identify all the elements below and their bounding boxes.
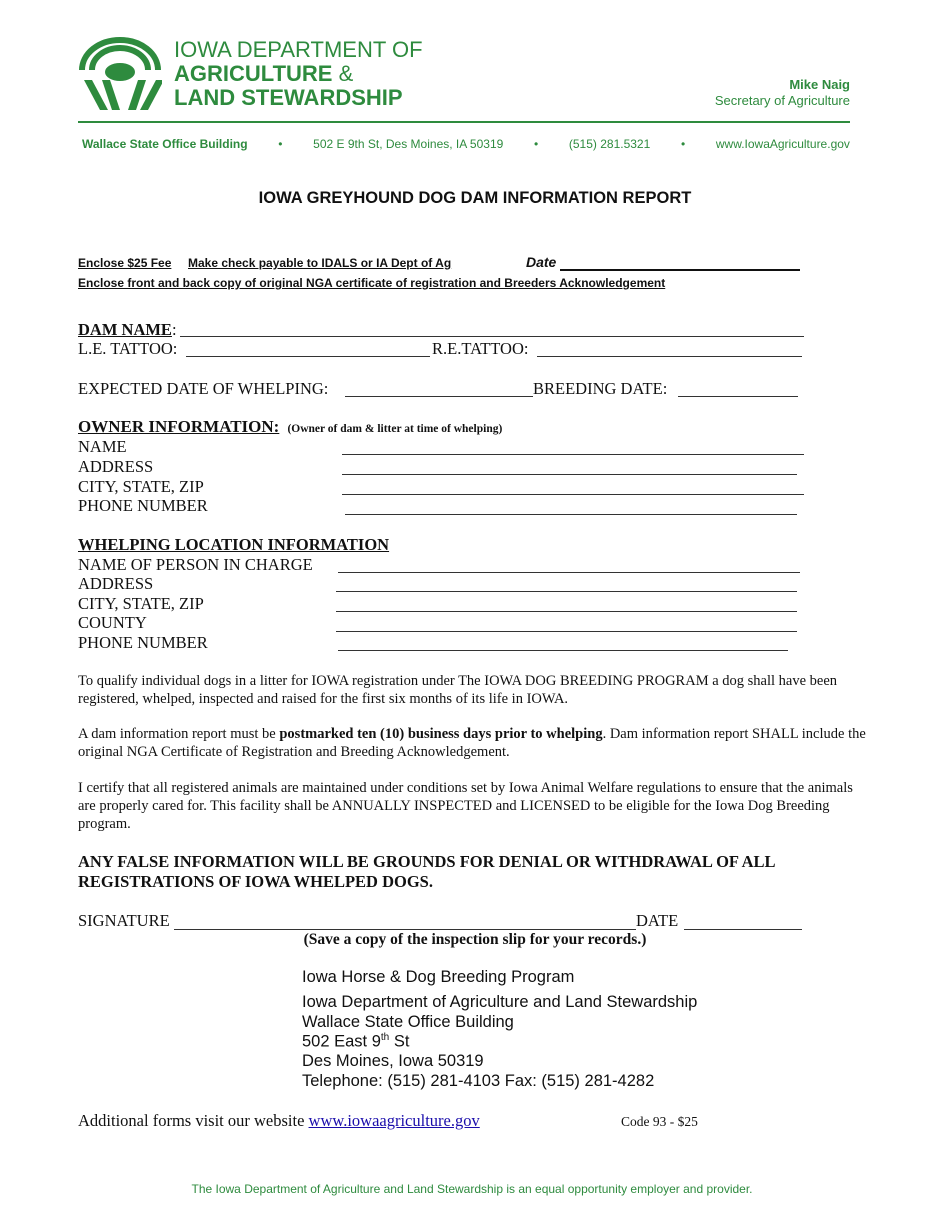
whelping-county-field[interactable]	[336, 631, 797, 632]
form-code: Code 93 - $25	[621, 1114, 698, 1129]
mailing-street	[302, 1032, 409, 1052]
equal-opportunity-statement: The Iowa Department of Agriculture and Land Stewardship is an equal opportunity employer and provider.	[191, 1182, 753, 1196]
whelping-person-field[interactable]	[338, 572, 800, 573]
secretary-name: Mike Naig	[789, 77, 850, 92]
dam-name-heading: DAM NAME	[78, 320, 172, 339]
secretary-title: Secretary of Agriculture	[714, 93, 850, 108]
dam-report-deadline: postmarked ten (10) business days prior to whelping	[279, 726, 603, 742]
org-name-agriculture: AGRICULTURE	[174, 61, 333, 86]
breeding-date-label: BREEDING DATE:	[533, 379, 668, 398]
expected-whelping-label: EXPECTED DATE OF WHELPING:	[78, 379, 329, 398]
whelping-address-field[interactable]	[336, 591, 797, 592]
header-divider	[78, 121, 850, 123]
contact-building: Wallace State Office Building	[82, 137, 248, 151]
re-tattoo-label: R.E.TATTOO:	[432, 339, 529, 358]
owner-phone-label: PHONE NUMBER	[78, 496, 208, 515]
mailing-department: Iowa Department of Agriculture and Land Stewardship	[302, 993, 698, 1011]
additional-forms-text: Additional forms visit our website	[78, 1111, 309, 1130]
save-copy-note: (Save a copy of the inspection slip for your records.)	[303, 931, 647, 948]
check-payable: Make check payable to IDALS or IA Dept of Ag	[188, 256, 452, 270]
enclose-fee: Enclose $25 Fee	[78, 256, 172, 270]
signature-field[interactable]	[174, 929, 636, 930]
whelping-city-field[interactable]	[336, 611, 797, 612]
owner-heading	[78, 417, 502, 437]
owner-address-label: ADDRESS	[78, 457, 154, 476]
mailing-telephone: Telephone: (515) 281-4103 Fax: (515) 281-4282	[302, 1072, 655, 1090]
whelping-city-label: CITY, STATE, ZIP	[78, 594, 204, 613]
breeding-date-field[interactable]	[678, 396, 798, 397]
contact-phone: (515) 281.5321	[568, 137, 651, 151]
date-line[interactable]	[560, 269, 800, 271]
owner-phone-field[interactable]	[345, 514, 797, 515]
mailing-street-type: St	[389, 1032, 410, 1051]
date-label: Date	[526, 254, 557, 270]
whelping-phone-label: PHONE NUMBER	[78, 633, 208, 652]
signature-label: SIGNATURE	[78, 911, 170, 930]
department-logo	[78, 34, 162, 112]
owner-name-field[interactable]	[342, 454, 804, 455]
whelping-county-label: COUNTY	[78, 613, 147, 632]
dam-name-label	[78, 320, 177, 340]
mailing-street-number: 502 East 9	[302, 1032, 381, 1051]
le-tattoo-label: L.E. TATTOO:	[78, 339, 178, 358]
contact-street: 502 E 9th St, Des Moines, IA 50319	[313, 137, 504, 151]
whelping-person-label: NAME OF PERSON IN CHARGE	[78, 555, 313, 574]
org-name-ampersand: &	[332, 61, 354, 86]
owner-address-field[interactable]	[342, 474, 797, 475]
mailing-city: Des Moines, Iowa 50319	[302, 1052, 484, 1070]
signature-date-field[interactable]	[684, 929, 802, 930]
org-name-line3: LAND STEWARDSHIP	[174, 85, 403, 110]
dam-report-text-a: A dam information report must be	[78, 726, 280, 742]
dam-report-paragraph	[78, 725, 873, 761]
false-info-warning: ANY FALSE INFORMATION WILL BE GROUNDS FOR DENIAL OR WITHDRAWAL OF ALL REGISTRATIONS OF IOWA WHELPED DOGS.	[78, 852, 775, 891]
le-tattoo-field[interactable]	[186, 356, 430, 357]
dam-report-text-b: . Dam information report SHALL include the original NGA Certificate of Registration and Breeding Acknowledgement.	[78, 726, 866, 760]
owner-name-label: NAME	[78, 437, 127, 456]
re-tattoo-field[interactable]	[537, 356, 802, 357]
enclose-copy: Enclose front and back copy of original NGA certificate of registration and Breeders Acknowledgement	[78, 276, 666, 290]
mailing-program: Iowa Horse & Dog Breeding Program	[302, 968, 575, 986]
dam-name-colon: :	[171, 320, 177, 339]
page-title: IOWA GREYHOUND DOG DAM INFORMATION REPORT	[258, 189, 692, 207]
website-link[interactable]: www.iowaagriculture.gov	[308, 1111, 480, 1130]
org-name-line2	[174, 62, 353, 86]
contact-bullet: •	[680, 137, 686, 151]
additional-forms	[78, 1111, 480, 1131]
whelping-address-label: ADDRESS	[78, 574, 154, 593]
whelping-phone-field[interactable]	[338, 650, 788, 651]
org-name-line1: IOWA DEPARTMENT OF	[174, 37, 423, 62]
owner-heading-text: OWNER INFORMATION:	[78, 417, 280, 436]
expected-whelping-field[interactable]	[345, 396, 533, 397]
signature-date-label: DATE	[636, 911, 679, 930]
owner-city-label: CITY, STATE, ZIP	[78, 477, 204, 496]
whelping-heading: WHELPING LOCATION INFORMATION	[78, 535, 390, 554]
owner-city-field[interactable]	[342, 494, 804, 495]
mailing-building: Wallace State Office Building	[302, 1013, 514, 1031]
certify-paragraph: I certify that all registered animals are maintained under conditions set by Iowa Animal Welfare regulations to ensure that the animals are properly cared for. This facility shall be ANNUALLY INSPECTED and LICENSED to be eligible for the Iowa Dog Breeding program.	[78, 780, 853, 832]
contact-bullet: •	[533, 137, 539, 151]
contact-bar	[82, 137, 850, 151]
owner-note: (Owner of dam & litter at time of whelping)	[287, 423, 503, 435]
dam-name-field[interactable]	[180, 336, 804, 337]
qualify-paragraph: To qualify individual dogs in a litter for IOWA registration under The IOWA DOG BREEDING PROGRAM a dog shall have been registered, whelped, inspected and raised for the first six months of its life in IOWA.	[78, 673, 838, 707]
contact-website[interactable]: www.IowaAgriculture.gov	[715, 137, 850, 151]
mailing-street-suffix: th	[380, 1032, 390, 1043]
contact-bullet: •	[278, 137, 283, 151]
